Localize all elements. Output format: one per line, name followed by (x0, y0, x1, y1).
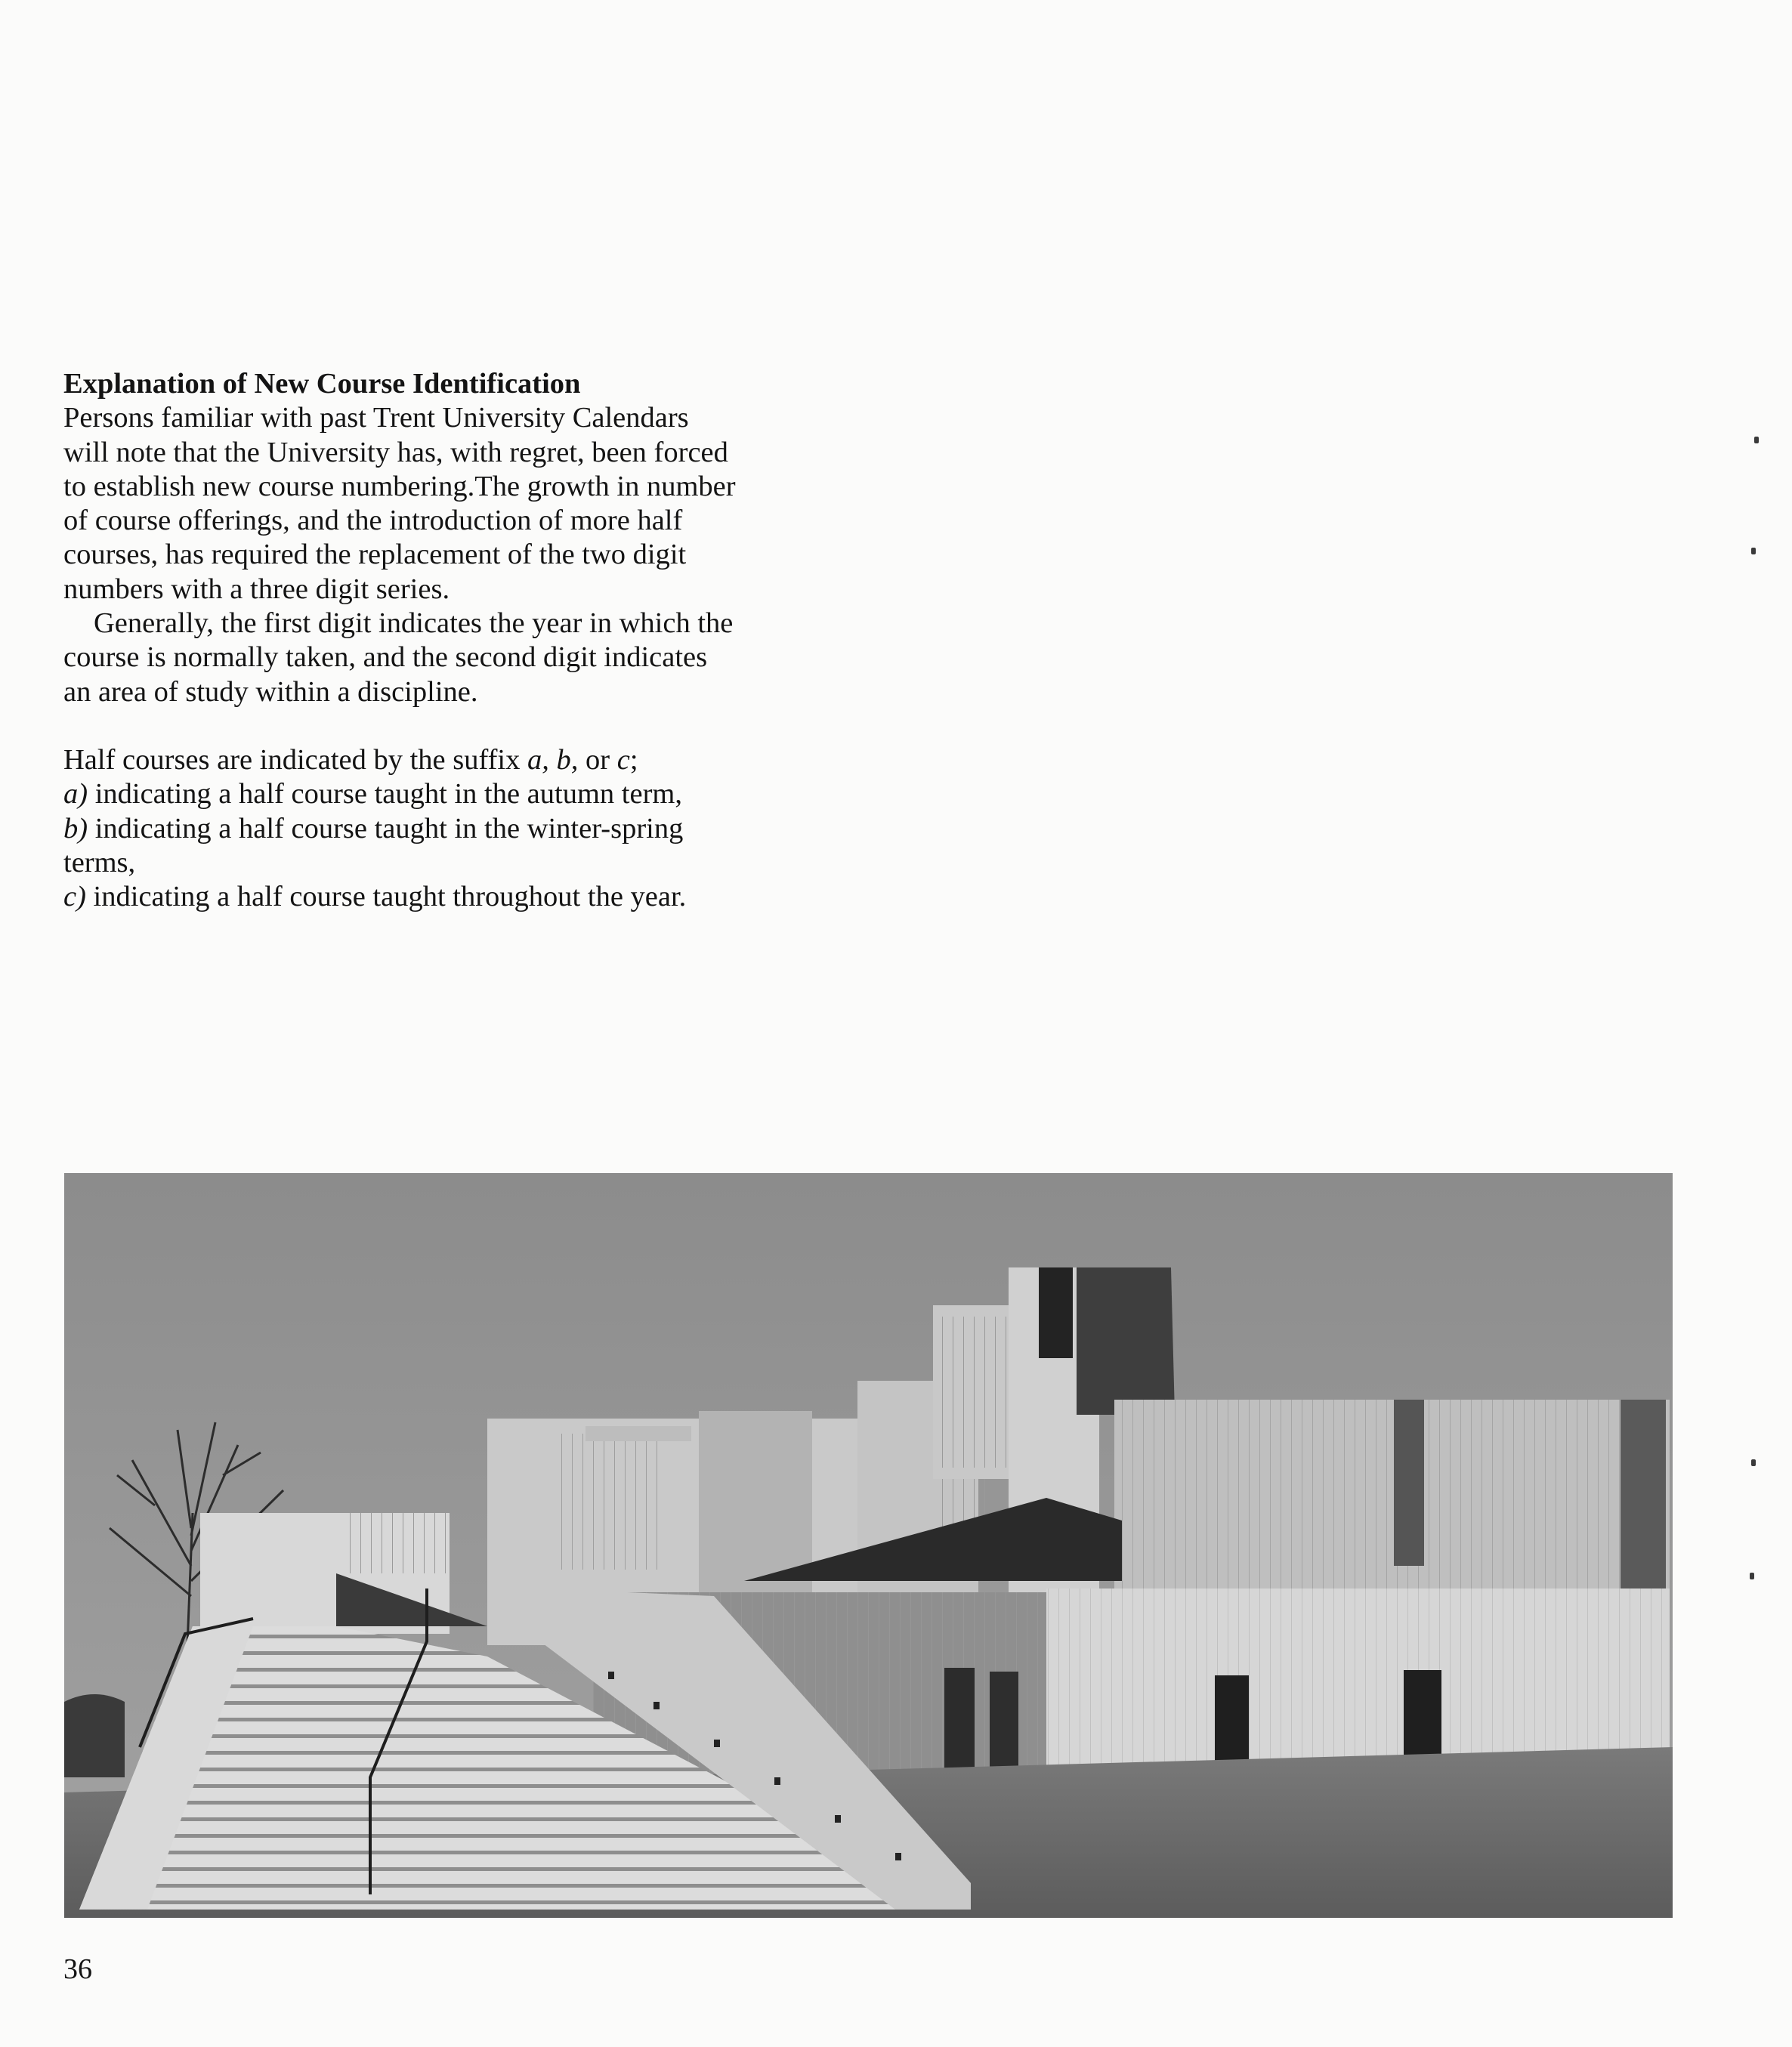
half-course-item (63, 812, 857, 846)
paragraph-spacer (63, 709, 857, 743)
page-number: 36 (63, 1953, 92, 1985)
item-marker: a) (63, 778, 88, 810)
suffix-b: b, (556, 743, 579, 776)
item-text: indicating a half course taught throughout the year. (85, 881, 687, 913)
text-line: Generally, the first digit indicates the year in which the (94, 607, 734, 640)
paragraph-new-numbering (63, 401, 857, 607)
text-line: numbers with a three digit series. (63, 573, 450, 605)
half-courses-intro (63, 743, 857, 777)
section-heading: Explanation of New Course Identification (63, 368, 581, 400)
building-block (585, 1426, 691, 1441)
text-line: of course offerings, and the introduction of more half (63, 505, 683, 537)
paragraph-half-courses (63, 743, 857, 914)
building-illustration (64, 1173, 1673, 1918)
item-marker: c) (63, 881, 86, 913)
tree-line (64, 1694, 125, 1777)
left-building-block (340, 1513, 446, 1573)
building-recess (1394, 1400, 1424, 1566)
suffix-c: c (616, 743, 630, 776)
doorway (944, 1668, 975, 1781)
text-line: Persons familiar with past Trent University Calendars (63, 402, 689, 434)
text-line: will note that the University has, with regret, been forced (63, 436, 728, 468)
half-course-item (63, 846, 857, 880)
scan-mark (1754, 437, 1759, 443)
intro-text: Half courses are indicated by the suffix (63, 743, 528, 776)
roof-slope (1077, 1267, 1175, 1415)
item-text: indicating a half course taught in the winter-spring (88, 812, 684, 844)
paragraph-digit-meaning (63, 607, 857, 709)
text-line: course is normally taken, and the second digit indicates (63, 641, 708, 674)
scan-mark (1750, 1573, 1754, 1579)
suffix-a: a, (527, 743, 549, 776)
half-course-item (63, 880, 857, 914)
half-course-item (63, 777, 857, 811)
text-line: to establish new course numbering.The growth in number (63, 470, 736, 502)
scan-mark (1751, 1459, 1756, 1466)
dark-window (1039, 1267, 1073, 1358)
building-block (555, 1434, 661, 1570)
item-text: terms, (63, 846, 136, 878)
intro-end: ; (629, 743, 638, 776)
campus-building-photo (64, 1173, 1673, 1918)
doorway (990, 1672, 1018, 1781)
text-line: courses, has required the replacement of the two digit (63, 539, 687, 571)
scan-mark (1751, 548, 1756, 554)
or-text: or (578, 743, 617, 776)
item-text: indicating a half course taught in the autumn term, (88, 778, 682, 810)
text-line: an area of study within a discipline. (63, 675, 478, 708)
course-identification-section (63, 367, 857, 914)
item-marker: b) (63, 812, 88, 844)
